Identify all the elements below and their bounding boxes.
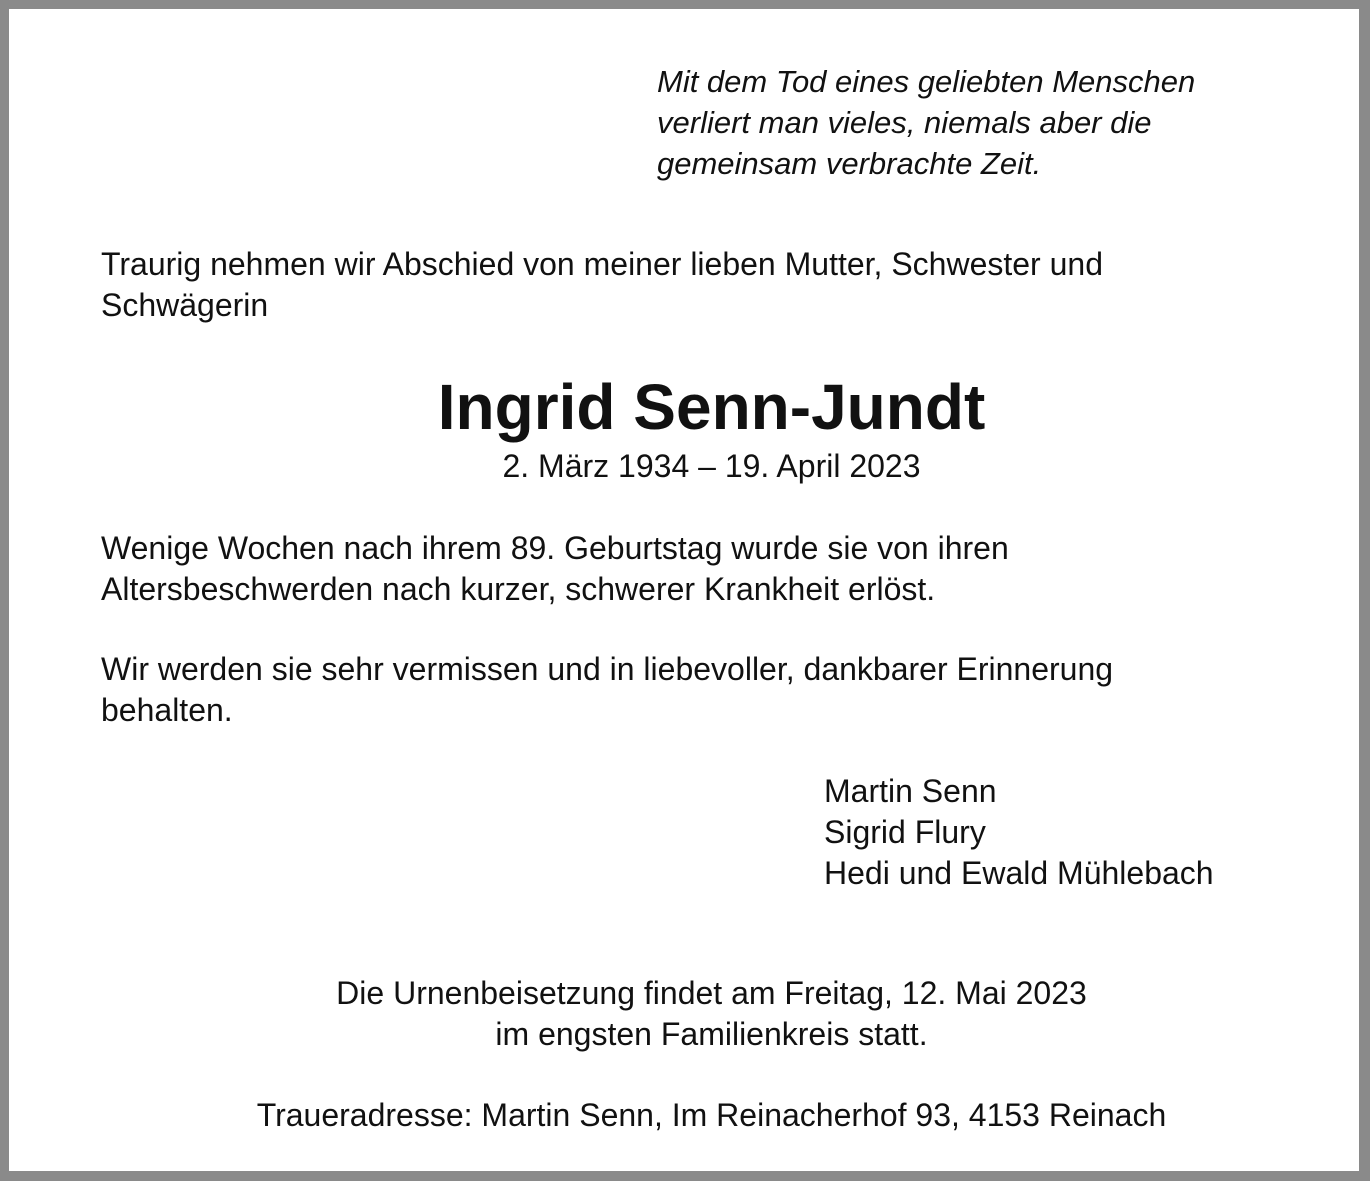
paragraph-passing [101, 528, 1009, 610]
intro-text [101, 244, 1103, 326]
motto-line: Mit dem Tod eines geliebten Menschen [657, 64, 1196, 99]
ceremony-line: Die Urnenbeisetzung findet am Freitag, 12. Mai 2023 [336, 975, 1087, 1011]
motto-line: gemeinsam verbrachte Zeit. [657, 146, 1042, 181]
deceased-name: Ingrid Senn-Jundt [437, 371, 986, 443]
paragraph-remembrance [101, 649, 1113, 731]
mourner-name: Sigrid Flury [824, 814, 986, 850]
ceremony-info [9, 973, 1370, 1055]
mourner-name: Hedi und Ewald Mühlebach [824, 855, 1214, 891]
paragraph-line: Wenige Wochen nach ihrem 89. Geburtstag wurde sie von ihren [101, 530, 1009, 566]
mourners-list [824, 771, 1214, 894]
paragraph-line: Altersbeschwerden nach kurzer, schwerer Krankheit erlöst. [101, 571, 936, 607]
motto-line: verliert man vieles, niemals aber die [657, 105, 1152, 140]
mourning-address: Traueradresse: Martin Senn, Im Reinacherhof 93, 4153 Reinach [256, 1097, 1167, 1133]
motto-quote [657, 61, 1195, 184]
intro-line: Traurig nehmen wir Abschied von meiner lieben Mutter, Schwester und [101, 246, 1103, 282]
ceremony-line: im engsten Familienkreis statt. [495, 1016, 928, 1052]
intro-line: Schwägerin [101, 287, 269, 323]
paragraph-line: behalten. [101, 692, 233, 728]
paragraph-line: Wir werden sie sehr vermissen und in liebevoller, dankbarer Erinnerung [101, 651, 1114, 687]
life-dates: 2. März 1934 – 19. April 2023 [502, 448, 921, 484]
mourner-name: Martin Senn [824, 773, 997, 809]
